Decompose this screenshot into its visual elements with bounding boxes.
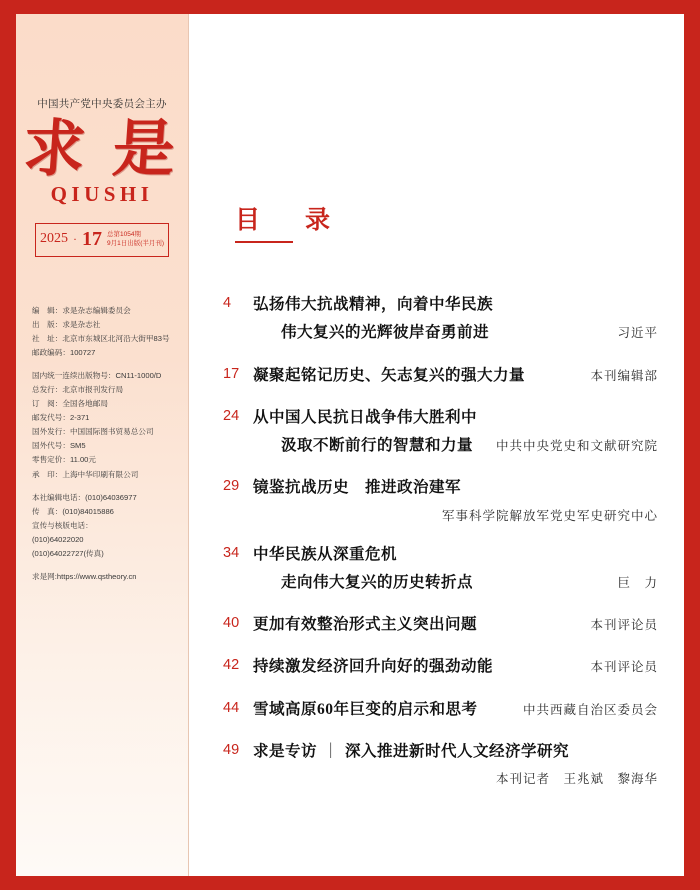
toc-entry-body bbox=[253, 406, 658, 458]
imprint-group-distribution bbox=[32, 369, 178, 481]
toc-entry-author: 中共西藏自治区委员会 bbox=[522, 702, 658, 717]
toc-page-number: 24 bbox=[223, 407, 240, 424]
issue-year: 2025 bbox=[39, 231, 68, 247]
imprint-line: 宣传与核版电话： bbox=[32, 520, 93, 530]
toc-entry-separator: ｜ bbox=[323, 742, 340, 760]
toc-entry-title-line1: 持续激发经济回升向好的强劲动能 bbox=[253, 658, 494, 676]
toc-page-number: 40 bbox=[223, 615, 240, 631]
issue-dot: · bbox=[72, 231, 77, 246]
toc-entry-body bbox=[253, 613, 658, 636]
toc-entry-title-line2: 汲取不断前行的智慧和力量 bbox=[281, 437, 474, 454]
toc-page-number: 34 bbox=[223, 544, 240, 561]
toc-entry-title-line1: 深入推进新时代人文经济学研究 bbox=[345, 742, 570, 760]
toc-entry-title-line1: 镜鉴抗战历史 推进政治建军 bbox=[253, 479, 462, 497]
toc-entry-title-line1: 中华民族从深重危机 bbox=[253, 545, 398, 563]
toc-entry[interactable] bbox=[223, 655, 658, 678]
imprint-line: 邮政编码：100727 bbox=[32, 348, 96, 358]
toc-entry-body bbox=[253, 364, 658, 387]
imprint-line: (010)64022727(传真) bbox=[32, 548, 104, 558]
masthead-column bbox=[16, 14, 189, 876]
toc-entry-author: 本刊编辑部 bbox=[590, 368, 658, 383]
toc-list bbox=[223, 293, 658, 787]
toc-entry[interactable] bbox=[223, 613, 658, 636]
toc-entry[interactable] bbox=[223, 406, 658, 458]
toc-entry-title-line1: 更加有效整治形式主义突出问题 bbox=[253, 616, 478, 633]
page-inner bbox=[16, 14, 684, 876]
toc-entry-body bbox=[253, 655, 658, 678]
toc-entry-author: 本刊评论员 bbox=[590, 660, 658, 675]
imprint-group-publisher bbox=[32, 304, 178, 360]
logo-chinese: 求 是 bbox=[20, 116, 184, 184]
imprint-line: (010)64022020 bbox=[32, 534, 84, 544]
toc-page-number: 42 bbox=[223, 657, 240, 674]
imprint-line: 编 辑：求是杂志编辑委员会 bbox=[32, 306, 131, 315]
toc-entry-author: 军事科学院解放军党史军史研究中心 bbox=[441, 508, 658, 523]
toc-entry-author: 巨 力 bbox=[617, 575, 658, 590]
imprint-line: 国外代号：SM5 bbox=[32, 441, 86, 451]
imprint-line: 本社编辑电话：(010)64036977 bbox=[32, 492, 137, 502]
toc-entry-title-line2-row bbox=[253, 434, 658, 457]
imprint-line: 订 阅：全国各地邮局 bbox=[32, 399, 108, 409]
toc-entry-body bbox=[253, 293, 658, 345]
imprint-line: 零售定价：11.00元 bbox=[32, 455, 97, 465]
toc-entry-author: 本刊记者 王兆斌 黎海华 bbox=[495, 772, 658, 786]
toc-entry-title-line1: 弘扬伟大抗战精神，向着中华民族 bbox=[253, 296, 494, 313]
toc-entry-author: 中共中央党史和文献研究院 bbox=[495, 439, 658, 453]
toc-entry-title-line1-row bbox=[253, 655, 658, 678]
toc-title-underline bbox=[235, 241, 293, 243]
imprint-line: 社 址：北京市东城区北河沿大街甲83号 bbox=[32, 334, 170, 344]
toc-entry-title-line1: 从中国人民抗日战争伟大胜利中 bbox=[253, 408, 478, 426]
imprint-line: 总发行：北京市报刊发行局 bbox=[32, 385, 124, 395]
issue-meta-line2: 9月1日出版(半月刊) bbox=[106, 240, 165, 248]
toc-entry-title-line1-row bbox=[253, 740, 658, 763]
toc-entry[interactable] bbox=[223, 293, 658, 345]
toc-entry[interactable] bbox=[223, 543, 658, 595]
toc-title: 目 录 bbox=[235, 207, 341, 234]
issue-meta bbox=[107, 230, 164, 250]
website-line[interactable]: 求是网:https://www.qstheory.cn bbox=[32, 571, 137, 581]
imprint-group-website bbox=[32, 570, 178, 584]
toc-entry-author: 习近平 bbox=[617, 326, 658, 341]
toc-entry-title-line1-row bbox=[253, 613, 658, 636]
imprint-group-contact bbox=[32, 491, 178, 561]
imprint-block bbox=[32, 304, 178, 584]
imprint-line: 承 印：上海中华印刷有限公司 bbox=[32, 469, 139, 479]
toc-entry-title-line2: 伟大复兴的光辉彼岸奋勇前进 bbox=[281, 324, 490, 342]
toc-page-number: 17 bbox=[223, 365, 240, 382]
toc-entry-body bbox=[253, 698, 658, 721]
issue-badge bbox=[35, 223, 169, 257]
imprint-line: 国内统一连续出版物号：CN11-1000/D bbox=[32, 371, 162, 381]
toc-entry-title-line2-row bbox=[253, 571, 658, 594]
logo-english: QIUSHI bbox=[50, 181, 154, 206]
sponsor-line: 中国共产党中央委员会主办 bbox=[37, 98, 167, 110]
masthead bbox=[16, 14, 188, 257]
toc-entry[interactable] bbox=[223, 476, 658, 523]
toc-page-number: 49 bbox=[223, 741, 240, 758]
toc-entry[interactable] bbox=[223, 740, 658, 787]
toc-entry[interactable] bbox=[223, 698, 658, 721]
imprint-line: 传 真：(010)84015886 bbox=[32, 506, 114, 516]
toc-entry-title-line2-row bbox=[253, 321, 658, 344]
imprint-line: 邮发代号：2-371 bbox=[32, 413, 90, 423]
imprint-line: 出 版：求是杂志社 bbox=[32, 320, 101, 330]
toc-entry-title-line1: 凝聚起铭记历史、矢志复兴的强大力量 bbox=[253, 366, 526, 384]
toc-page-number: 44 bbox=[223, 699, 240, 716]
issue-number: 17 bbox=[81, 227, 102, 250]
table-of-contents-column bbox=[189, 14, 684, 876]
toc-entry-author: 本刊评论员 bbox=[590, 618, 658, 632]
toc-entry-body bbox=[253, 740, 658, 787]
toc-entry-column-label: 求是专访 bbox=[253, 742, 318, 760]
toc-entry-body bbox=[253, 543, 658, 595]
toc-entry-title-line1-row bbox=[253, 698, 658, 721]
toc-entry-title-line1: 雪域高原60年巨变的启示和思考 bbox=[253, 700, 478, 718]
toc-entry-title-line1-row bbox=[253, 364, 658, 387]
toc-page-number: 4 bbox=[223, 295, 232, 311]
toc-entry-title-line2: 走向伟大复兴的历史转折点 bbox=[281, 573, 474, 591]
toc-entry-body bbox=[253, 476, 658, 523]
issue-meta-line1: 总第1054期 bbox=[106, 230, 141, 238]
toc-entry[interactable] bbox=[223, 364, 658, 387]
imprint-line: 国外发行：中国国际图书贸易总公司 bbox=[32, 427, 154, 437]
toc-page-number: 29 bbox=[223, 478, 240, 495]
